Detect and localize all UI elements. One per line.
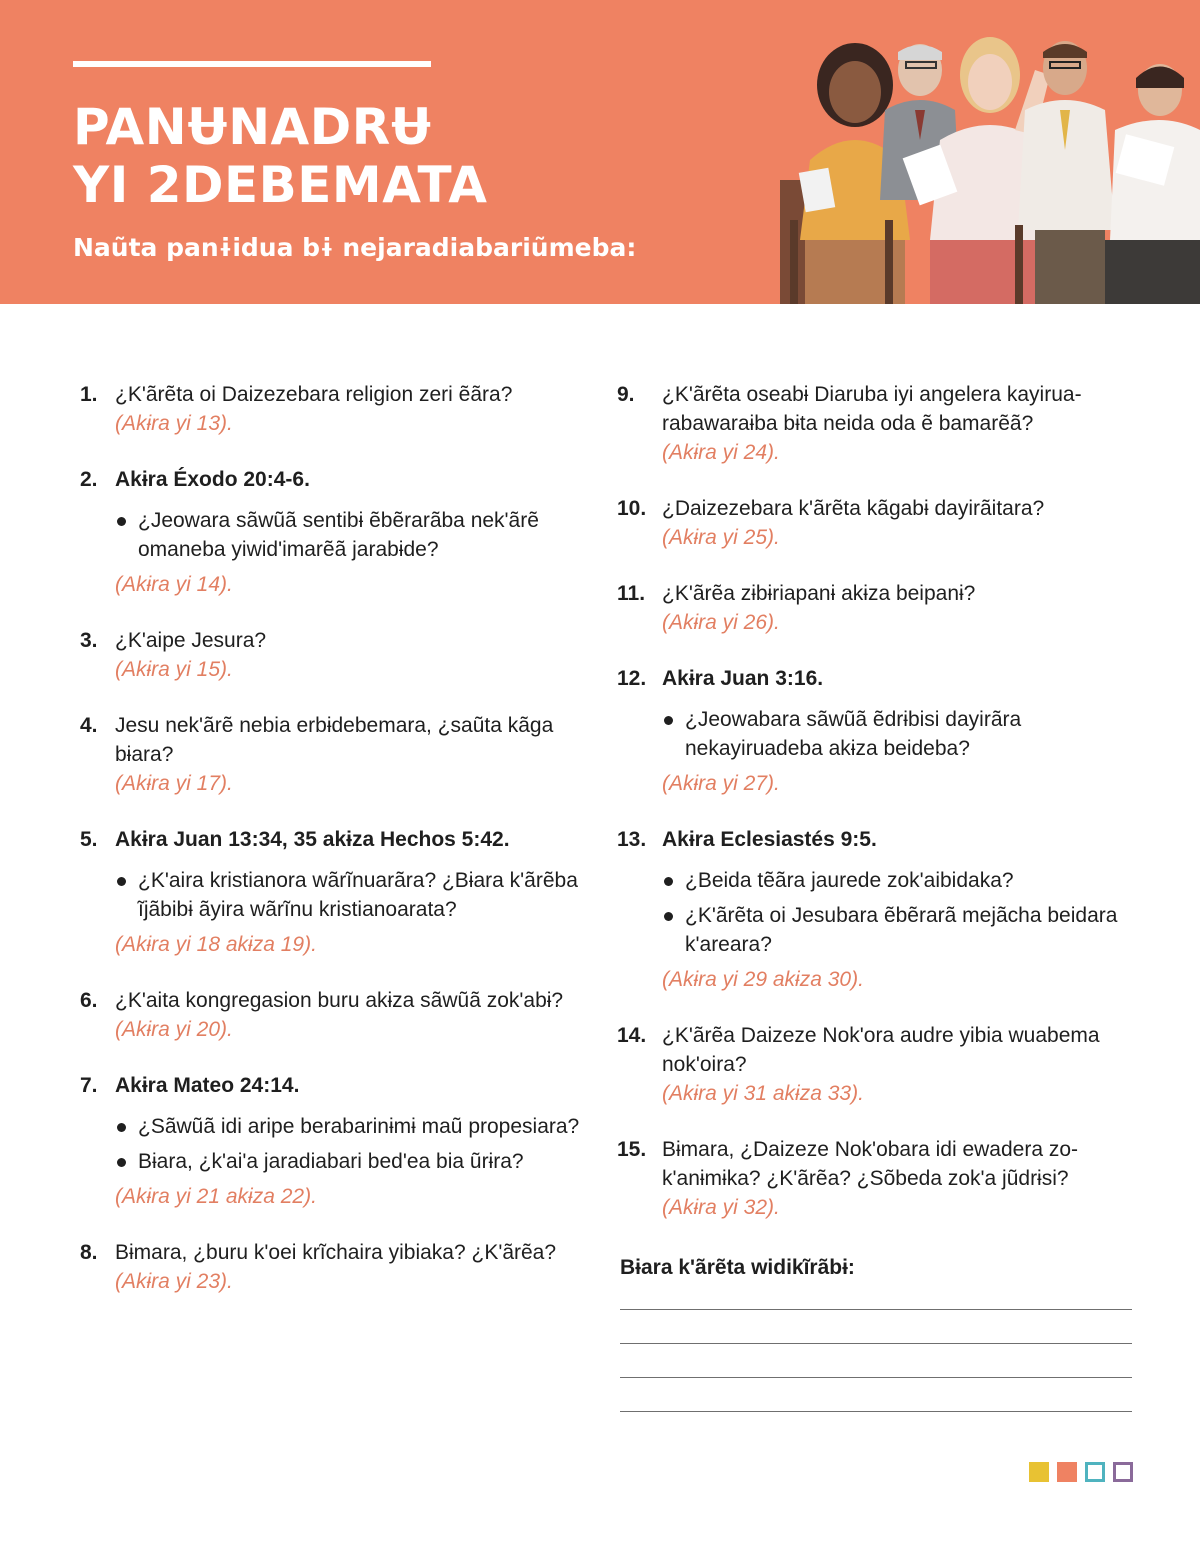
question-text: Bɨmara, ¿buru k'oei krĩchaira yibiaka? ¿K'ãrẽa? (115, 1241, 557, 1264)
question-reference: (Akɨra yi 20). (115, 1018, 233, 1041)
bullet-item: ¿Jeowabara sãwũã ẽdrɨbisi dayirãra nekayiruadeba akɨza beideba? (662, 705, 1137, 763)
audience-people-illustration (760, 0, 1200, 304)
question-bullets (662, 705, 1137, 763)
question-4 (80, 711, 580, 798)
yellow-square-icon (1029, 1462, 1049, 1482)
question-number: 6. (80, 989, 98, 1012)
question-text: ¿K'aipe Jesura? (115, 629, 267, 652)
note-writing-line (620, 1309, 1132, 1310)
question-number: 8. (80, 1241, 98, 1264)
question-reference: (Akɨra yi 32). (662, 1196, 780, 1219)
question-reference: (Akɨra yi 25). (662, 526, 780, 549)
question-11 (617, 579, 1137, 637)
bullet-item: ¿Beida tẽãra jaurede zok'aibidaka? (662, 866, 1137, 895)
question-14 (617, 1021, 1137, 1108)
question-12 (617, 664, 1137, 798)
question-number: 14. (617, 1024, 647, 1047)
question-reference: (Akɨra yi 21 akɨza 22). (115, 1185, 317, 1208)
question-reference: (Akɨra yi 26). (662, 611, 780, 634)
coral-square-icon (1057, 1462, 1077, 1482)
question-text: Akɨra Juan 13:34, 35 akɨza Hechos 5:42. (115, 828, 510, 851)
question-13 (617, 825, 1137, 994)
bullet-item: ¿Sãwũã idi aripe berabarinɨmɨ maũ propesiara? (115, 1112, 580, 1141)
question-text: ¿K'ãrẽa zɨbɨriapanɨ akɨza beipanɨ? (662, 582, 976, 605)
question-3 (80, 626, 580, 684)
question-number: 12. (617, 667, 647, 690)
question-text: Akɨra Éxodo 20:4-6. (115, 468, 310, 491)
title-line-1: PANɄNADRɄ (73, 98, 432, 156)
question-5 (80, 825, 580, 959)
question-10 (617, 494, 1137, 552)
question-reference: (Akɨra yi 18 akɨza 19). (115, 933, 317, 956)
question-number: 13. (617, 828, 647, 851)
question-text: ¿K'ãrẽta oseabɨ Diaruba iyi angelera kayirua-rabawaraɨba bɨta neida oda ẽ bamarẽã? (662, 383, 1082, 435)
question-number: 2. (80, 468, 98, 491)
question-15 (617, 1135, 1137, 1222)
question-reference: (Akɨra yi 17). (115, 772, 233, 795)
question-bullets (115, 866, 580, 924)
questions-right-column (617, 380, 1137, 1249)
bullet-item: ¿K'aira kristianora wãrĩnuarãra? ¿Bɨara k'ãrẽba ĩjãbibɨ ãyira wãrĩnu kristianoarata? (115, 866, 580, 924)
question-reference: (Akɨra yi 15). (115, 658, 233, 681)
purple-outline-square-icon (1113, 1462, 1133, 1482)
note-writing-line (620, 1343, 1132, 1344)
question-2 (80, 465, 580, 599)
question-1 (80, 380, 580, 438)
question-reference: (Akɨra yi 13). (115, 412, 233, 435)
question-text: Bɨmara, ¿Daizeze Nok'obara idi ewadera zo-k'anɨmɨka? ¿K'ãrẽa? ¿Sõbeda zok'a jũdrɨsi? (662, 1138, 1079, 1190)
title-line-2: YI 2DEBEMATA (73, 156, 488, 214)
question-text: ¿K'ãrẽa Daizeze Nok'ora audre yibia wuabema nok'oira? (662, 1024, 1100, 1076)
question-reference: (Akɨra yi 29 akɨza 30). (662, 968, 864, 991)
bullet-item: ¿Jeowara sãwũã sentibɨ ẽbẽrarãba nek'ãrẽ omaneba yiwid'imarẽã jarabɨde? (115, 506, 580, 564)
question-8 (80, 1238, 580, 1296)
page-subtitle: Naũta panɨidua bɨ nejaradiabariũmeba: (73, 233, 637, 262)
question-6 (80, 986, 580, 1044)
page-title (73, 98, 487, 214)
teal-outline-square-icon (1085, 1462, 1105, 1482)
question-number: 3. (80, 629, 98, 652)
bullet-item: ¿K'ãrẽta oi Jesubara ẽbẽrarã mejãcha beidara k'areara? (662, 901, 1137, 959)
question-bullets (115, 506, 580, 564)
question-reference: (Akɨra yi 23). (115, 1270, 233, 1293)
note-writing-line (620, 1377, 1132, 1378)
question-text: Akɨra Mateo 24:14. (115, 1074, 300, 1097)
question-number: 9. (617, 383, 635, 406)
question-text: Jesu nek'ãrẽ nebia erbɨdebemara, ¿saũta kãga bɨara? (115, 714, 554, 766)
question-number: 5. (80, 828, 98, 851)
question-reference: (Akɨra yi 27). (662, 772, 780, 795)
question-text: ¿K'aita kongregasion buru akɨza sãwũã zok'abɨ? (115, 989, 564, 1012)
note-writing-line (620, 1411, 1132, 1412)
question-bullets (115, 1112, 580, 1176)
question-text: ¿Daizezebara k'ãrẽta kãgabɨ dayirãitara? (662, 497, 1045, 520)
question-text: Akɨra Eclesiastés 9:5. (662, 828, 877, 851)
page-header (0, 0, 1200, 304)
question-7 (80, 1071, 580, 1211)
header-rule (73, 61, 431, 67)
question-number: 11. (617, 582, 646, 605)
question-reference: (Akɨra yi 14). (115, 573, 233, 596)
question-number: 4. (80, 714, 98, 737)
question-number: 1. (80, 383, 98, 406)
question-reference: (Akɨra yi 31 akɨza 33). (662, 1082, 864, 1105)
question-number: 7. (80, 1074, 98, 1097)
questions-left-column (80, 380, 580, 1323)
notes-label: Bɨara k'ãrẽta widikĩrãbɨ: (620, 1256, 855, 1279)
bullet-item: Bɨara, ¿k'ai'a jaradiabari bed'ea bia ũrɨra? (115, 1147, 580, 1176)
question-text: Akɨra Juan 3:16. (662, 667, 824, 690)
question-number: 15. (617, 1138, 647, 1161)
question-number: 10. (617, 497, 647, 520)
question-reference: (Akɨra yi 24). (662, 441, 780, 464)
question-bullets (662, 866, 1137, 959)
question-text: ¿K'ãrẽta oi Daizezebara religion zeri ẽãra? (115, 383, 513, 406)
question-9 (617, 380, 1137, 467)
